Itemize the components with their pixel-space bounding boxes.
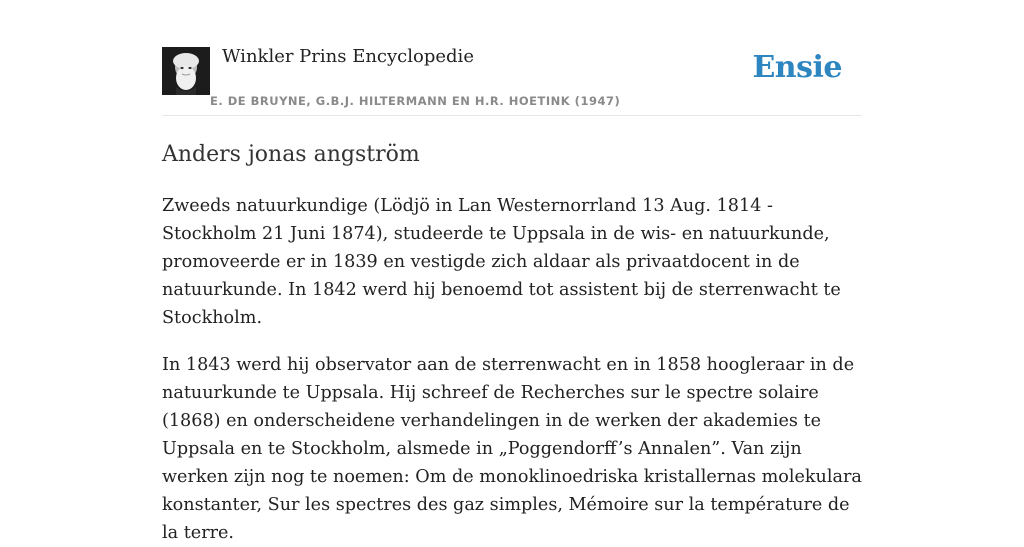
article-paragraph-2: In 1843 werd hij observator aan de sterrenwacht en in 1858 hoogleraar in de natuurkunde te Uppsala. Hij schreef de Recherches sur le spectre solaire (1868) en onderscheidene verhandelingen in de werken der akademies te Uppsala en te Stockholm, alsmede in „Poggendorff’s Annalen”. Van zijn werken zijn nog te noemen: Om de monoklinoedriska kristallernas molekulara konstanter, Sur les spectres des gaz simples, Mémoire sur la température de la terre. xyxy=(162,355,862,543)
content-container xyxy=(162,0,862,547)
publication-title[interactable]: Winkler Prins Encyclopedie xyxy=(222,46,474,67)
publication-header xyxy=(162,0,862,116)
article-paragraph-1: Zweeds natuurkundige (Lödjö in Lan Westernorrland 13 Aug. 1814 - Stockholm 21 Juni 1874), studeerde te Uppsala in de wis- en natuurkunde, promoveerde er in 1839 en vestigde zich aldaar als privaatdocent in de natuurkunde. In 1842 werd hij benoemd tot assistent bij de sterrenwacht te Stockholm. xyxy=(162,196,841,328)
brand-logo[interactable]: Ensie xyxy=(752,50,842,85)
portrait-icon xyxy=(162,47,210,95)
author-avatar[interactable] xyxy=(162,47,210,95)
article-title: Anders jonas angström xyxy=(162,142,420,167)
publication-authors: E. DE BRUYNE, G.B.J. HILTERMANN EN H.R. HOETINK (1947) xyxy=(210,94,621,108)
